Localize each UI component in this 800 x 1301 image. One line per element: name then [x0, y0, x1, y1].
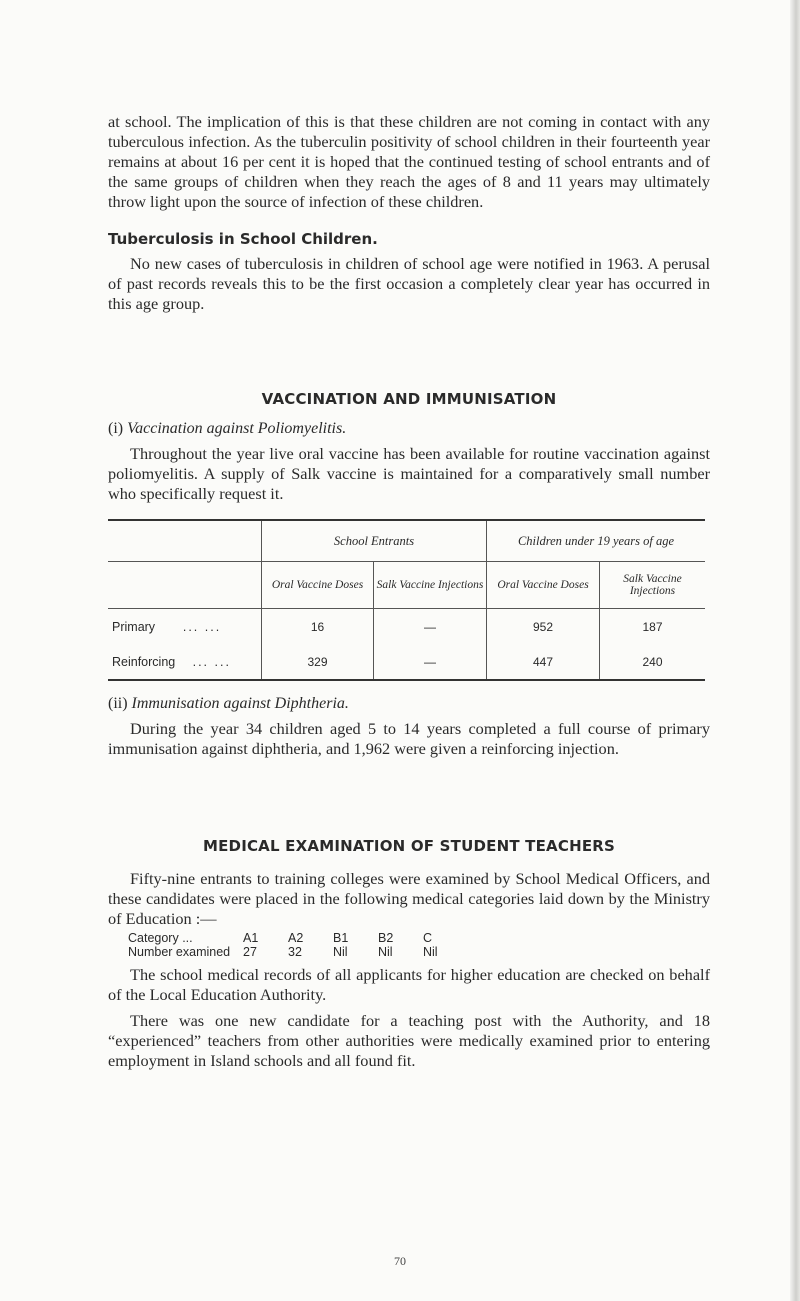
row-label-dots: ... ...	[182, 619, 222, 634]
sub-header-cell: Oral Vaccine Doses	[262, 562, 374, 609]
table-group-header-row	[108, 520, 705, 562]
polio-subheading	[108, 420, 710, 438]
table-cell: —	[374, 644, 487, 680]
group-header-children-under-19: Children under 19 years of age	[487, 520, 706, 562]
category-row	[128, 931, 710, 945]
new-candidate-paragraph: There was one new candidate for a teaching post with the Authority, and 18 “experienced” teachers from other authorities were medically examined prior to entering employment in Island schools and all found fit.	[108, 1011, 710, 1070]
diphtheria-title: Immunisation against Diphtheria.	[131, 695, 349, 712]
document-page	[108, 112, 710, 1071]
category-value: B2	[378, 931, 394, 945]
intro-paragraph: at school. The implication of this is that these children are not coming in contact with any tuberculous infection. As the tuberculin positivity of school children in their fourteenth year remains at about 16 per cent it is hoped that the continued testing of school entrants and of the same groups of children when they reach the ages of 8 and 11 years may ultimately throw light upon the source of infection of these children.	[108, 112, 710, 211]
category-label: Category ...	[128, 931, 193, 945]
table-row-label-header	[108, 562, 262, 609]
number-value: Nil	[378, 945, 393, 959]
diphtheria-paragraph: During the year 34 children aged 5 to 14 years completed a full course of primary immunisation against diphtheria, and 1,962 were given a reinforcing injection.	[108, 719, 710, 758]
student-teachers-heading: MEDICAL EXAMINATION OF STUDENT TEACHERS	[202, 837, 616, 855]
vaccination-table	[108, 519, 705, 681]
diphtheria-number: (ii)	[108, 695, 128, 712]
table-corner-cell	[108, 520, 262, 562]
number-label: Number examined	[128, 945, 231, 959]
tb-heading: Tuberculosis in School Children.	[108, 230, 378, 248]
row-label	[108, 609, 262, 645]
table-row	[108, 644, 705, 680]
polio-number: (i)	[108, 420, 124, 437]
vaccination-heading: VACCINATION AND IMMUNISATION	[261, 390, 557, 408]
table-sub-header-row	[108, 562, 705, 609]
category-value: A2	[288, 931, 304, 945]
polio-title: Vaccination against Poliomyelitis.	[127, 420, 347, 437]
table-cell: 952	[487, 609, 600, 645]
sub-header-cell: Salk Vaccine Injections	[600, 562, 706, 609]
table-cell: 16	[262, 609, 374, 645]
row-label-text: Reinforcing	[112, 654, 176, 669]
records-paragraph: The school medical records of all applicants for higher education are checked on behalf of the Local Education Authority.	[108, 965, 710, 1004]
polio-paragraph: Throughout the year live oral vaccine has been available for routine vaccination against poliomyelitis. A supply of Salk vaccine is maintained for a comparatively small number who specifically request it.	[108, 444, 710, 503]
row-label	[108, 644, 262, 680]
table-row	[108, 609, 705, 645]
diphtheria-subheading	[108, 695, 710, 713]
category-value: C	[423, 931, 433, 945]
category-value: A1	[243, 931, 259, 945]
table-cell: —	[374, 609, 487, 645]
tb-paragraph: No new cases of tuberculosis in children of school age were notified in 1963. A perusal of past records reveals this to be the first occasion a completely clear year has occurred in this age group.	[108, 254, 710, 313]
sub-header-cell: Oral Vaccine Doses	[487, 562, 600, 609]
number-value: 27	[243, 945, 257, 959]
page-edge-shadow	[790, 0, 800, 1301]
row-label-text: Primary	[112, 619, 156, 634]
group-header-school-entrants: School Entrants	[262, 520, 487, 562]
number-value: Nil	[333, 945, 348, 959]
sub-header-cell: Salk Vaccine Injections	[374, 562, 487, 609]
number-value: 32	[288, 945, 302, 959]
category-table	[128, 931, 710, 959]
category-value: B1	[333, 931, 349, 945]
table-cell: 187	[600, 609, 706, 645]
page-number: 70	[394, 1254, 406, 1268]
number-row	[128, 945, 710, 959]
number-value: Nil	[423, 945, 438, 959]
row-label-dots: ... ...	[192, 654, 231, 669]
table-cell: 240	[600, 644, 706, 680]
table-cell: 447	[487, 644, 600, 680]
table-cell: 329	[262, 644, 374, 680]
student-teachers-paragraph: Fifty-nine entrants to training colleges were examined by School Medical Officers, and these candidates were placed in the following medical categories laid down by the Ministry of Education :—	[108, 869, 710, 928]
